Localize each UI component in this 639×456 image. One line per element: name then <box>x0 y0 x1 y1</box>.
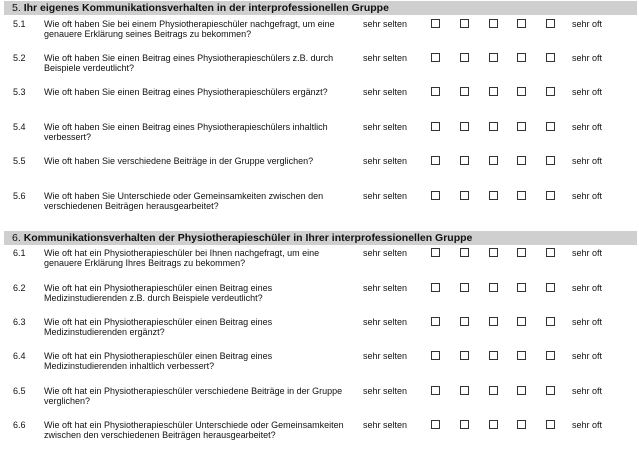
rating-checkbox-5[interactable] <box>546 19 555 28</box>
rating-checkbox-5[interactable] <box>546 191 555 200</box>
rating-checkbox-1[interactable] <box>431 248 440 257</box>
scale-low-label: sehr selten <box>363 248 408 258</box>
rating-checkbox-3[interactable] <box>489 317 498 326</box>
scale-low-label: sehr selten <box>363 420 408 430</box>
rating-checkbox-1[interactable] <box>431 420 440 429</box>
question-text: Wie oft hat ein Physiotherapieschüler bei Ihnen nachgefragt, um eine genauere Erklärung Ihres Beitrags zu bekommen? <box>44 248 320 268</box>
rating-checkbox-4[interactable] <box>517 87 526 96</box>
section-title: Ihr eigenes Kommunikationsverhalten in der interprofessionellen Gruppe <box>23 2 389 14</box>
question-number: 5.5 <box>13 156 26 166</box>
question-text: Wie oft hat ein Physiotherapieschüler Unterschiede oder Gemeinsamkeiten zwischen den verschiedenen Beiträgen herausgearbeitet? <box>44 420 344 440</box>
rating-checkbox-2[interactable] <box>460 248 469 257</box>
scale-high-label: sehr oft <box>572 420 603 430</box>
rating-checkbox-3[interactable] <box>489 19 498 28</box>
rating-checkbox-4[interactable] <box>517 351 526 360</box>
question-text: Wie oft haben Sie verschiedene Beiträge in der Gruppe verglichen? <box>44 156 314 166</box>
section-title: Kommunikationsverhalten der Physiotherapieschüler in Ihrer interprofessionellen Gruppe <box>23 232 473 244</box>
question-row <box>0 156 639 186</box>
rating-checkbox-5[interactable] <box>546 87 555 96</box>
scale-low-label: sehr selten <box>363 53 408 63</box>
rating-checkbox-4[interactable] <box>517 122 526 131</box>
rating-checkbox-1[interactable] <box>431 19 440 28</box>
scale-low-label: sehr selten <box>363 122 408 132</box>
question-text: Wie oft haben Sie einen Beitrag eines Physiotherapieschülers z.B. durch Beispiele verdeutlicht? <box>44 53 334 73</box>
rating-checkbox-3[interactable] <box>489 53 498 62</box>
rating-checkbox-2[interactable] <box>460 53 469 62</box>
rating-checkbox-3[interactable] <box>489 87 498 96</box>
scale-low-label: sehr selten <box>363 283 408 293</box>
rating-checkbox-1[interactable] <box>431 283 440 292</box>
scale-high-label: sehr oft <box>572 248 603 258</box>
question-row <box>0 283 639 313</box>
question-number: 6.6 <box>13 420 26 430</box>
scale-high-label: sehr oft <box>572 191 603 201</box>
scale-high-label: sehr oft <box>572 53 603 63</box>
rating-checkbox-2[interactable] <box>460 386 469 395</box>
question-text: Wie oft hat ein Physiotherapieschüler verschiedene Beiträge in der Gruppe verglichen? <box>44 386 343 406</box>
rating-checkbox-3[interactable] <box>489 156 498 165</box>
scale-low-label: sehr selten <box>363 87 408 97</box>
rating-checkbox-2[interactable] <box>460 19 469 28</box>
question-row <box>0 420 639 450</box>
rating-checkbox-1[interactable] <box>431 156 440 165</box>
rating-checkbox-2[interactable] <box>460 122 469 131</box>
question-number: 5.1 <box>13 19 26 29</box>
question-row <box>0 386 639 416</box>
rating-checkbox-4[interactable] <box>517 156 526 165</box>
rating-checkbox-2[interactable] <box>460 87 469 96</box>
scale-low-label: sehr selten <box>363 351 408 361</box>
scale-high-label: sehr oft <box>572 156 603 166</box>
rating-checkbox-5[interactable] <box>546 122 555 131</box>
scale-low-label: sehr selten <box>363 317 408 327</box>
rating-checkbox-2[interactable] <box>460 317 469 326</box>
question-row <box>0 351 639 381</box>
rating-checkbox-4[interactable] <box>517 248 526 257</box>
section-number: 5. <box>12 2 21 14</box>
rating-checkbox-3[interactable] <box>489 351 498 360</box>
question-row <box>0 191 639 221</box>
question-number: 6.3 <box>13 317 26 327</box>
rating-checkbox-4[interactable] <box>517 19 526 28</box>
rating-checkbox-5[interactable] <box>546 420 555 429</box>
rating-checkbox-5[interactable] <box>546 53 555 62</box>
rating-checkbox-3[interactable] <box>489 191 498 200</box>
rating-checkbox-1[interactable] <box>431 317 440 326</box>
question-row <box>0 317 639 347</box>
rating-checkbox-1[interactable] <box>431 87 440 96</box>
rating-checkbox-3[interactable] <box>489 420 498 429</box>
rating-checkbox-4[interactable] <box>517 283 526 292</box>
rating-checkbox-4[interactable] <box>517 317 526 326</box>
rating-checkbox-5[interactable] <box>546 317 555 326</box>
question-text: Wie oft hat ein Physiotherapieschüler einen Beitrag eines Medizinstudierenden z.B. durch Beispiele verdeutlicht? <box>44 283 273 303</box>
rating-checkbox-1[interactable] <box>431 122 440 131</box>
scale-high-label: sehr oft <box>572 87 603 97</box>
rating-checkbox-2[interactable] <box>460 283 469 292</box>
question-number: 6.4 <box>13 351 26 361</box>
rating-checkbox-1[interactable] <box>431 191 440 200</box>
question-number: 6.2 <box>13 283 26 293</box>
scale-high-label: sehr oft <box>572 351 603 361</box>
rating-checkbox-2[interactable] <box>460 156 469 165</box>
rating-checkbox-5[interactable] <box>546 351 555 360</box>
question-number: 6.5 <box>13 386 26 396</box>
scale-high-label: sehr oft <box>572 317 603 327</box>
rating-checkbox-4[interactable] <box>517 420 526 429</box>
question-text: Wie oft haben Sie bei einem Physiotherapieschüler nachgefragt, um eine genauere Erklärung seines Beitrags zu bekommen? <box>44 19 335 39</box>
scale-low-label: sehr selten <box>363 156 408 166</box>
question-number: 5.2 <box>13 53 26 63</box>
rating-checkbox-3[interactable] <box>489 283 498 292</box>
section-number: 6. <box>12 232 21 244</box>
rating-checkbox-3[interactable] <box>489 122 498 131</box>
rating-checkbox-5[interactable] <box>546 156 555 165</box>
section-header <box>4 231 637 245</box>
question-row <box>0 19 639 49</box>
rating-checkbox-2[interactable] <box>460 351 469 360</box>
scale-low-label: sehr selten <box>363 19 408 29</box>
question-text: Wie oft haben Sie einen Beitrag eines Physiotherapieschülers ergänzt? <box>44 87 328 97</box>
question-row <box>0 122 639 152</box>
rating-checkbox-5[interactable] <box>546 283 555 292</box>
question-row <box>0 248 639 278</box>
rating-checkbox-5[interactable] <box>546 248 555 257</box>
scale-high-label: sehr oft <box>572 283 603 293</box>
question-text: Wie oft haben Sie Unterschiede oder Gemeinsamkeiten zwischen den verschiedenen Beiträgen herausgearbeitet? <box>44 191 324 211</box>
question-number: 5.6 <box>13 191 26 201</box>
rating-checkbox-2[interactable] <box>460 191 469 200</box>
rating-checkbox-1[interactable] <box>431 53 440 62</box>
rating-checkbox-2[interactable] <box>460 420 469 429</box>
rating-checkbox-4[interactable] <box>517 53 526 62</box>
rating-checkbox-1[interactable] <box>431 386 440 395</box>
question-number: 6.1 <box>13 248 26 258</box>
question-number: 5.4 <box>13 122 26 132</box>
question-text: Wie oft hat ein Physiotherapieschüler einen Beitrag eines Medizinstudierenden ergänzt? <box>44 317 273 337</box>
rating-checkbox-5[interactable] <box>546 386 555 395</box>
scale-high-label: sehr oft <box>572 122 603 132</box>
section-header <box>4 1 637 15</box>
rating-checkbox-4[interactable] <box>517 386 526 395</box>
question-row <box>0 53 639 83</box>
scale-high-label: sehr oft <box>572 386 603 396</box>
rating-checkbox-3[interactable] <box>489 248 498 257</box>
question-text: Wie oft haben Sie einen Beitrag eines Physiotherapieschülers inhaltlich verbessert? <box>44 122 328 142</box>
rating-checkbox-1[interactable] <box>431 351 440 360</box>
question-text: Wie oft hat ein Physiotherapieschüler einen Beitrag eines Medizinstudierenden inhaltlich verbessert? <box>44 351 273 371</box>
question-row <box>0 87 639 117</box>
scale-high-label: sehr oft <box>572 19 603 29</box>
scale-low-label: sehr selten <box>363 386 408 396</box>
rating-checkbox-4[interactable] <box>517 191 526 200</box>
question-number: 5.3 <box>13 87 26 97</box>
rating-checkbox-3[interactable] <box>489 386 498 395</box>
scale-low-label: sehr selten <box>363 191 408 201</box>
